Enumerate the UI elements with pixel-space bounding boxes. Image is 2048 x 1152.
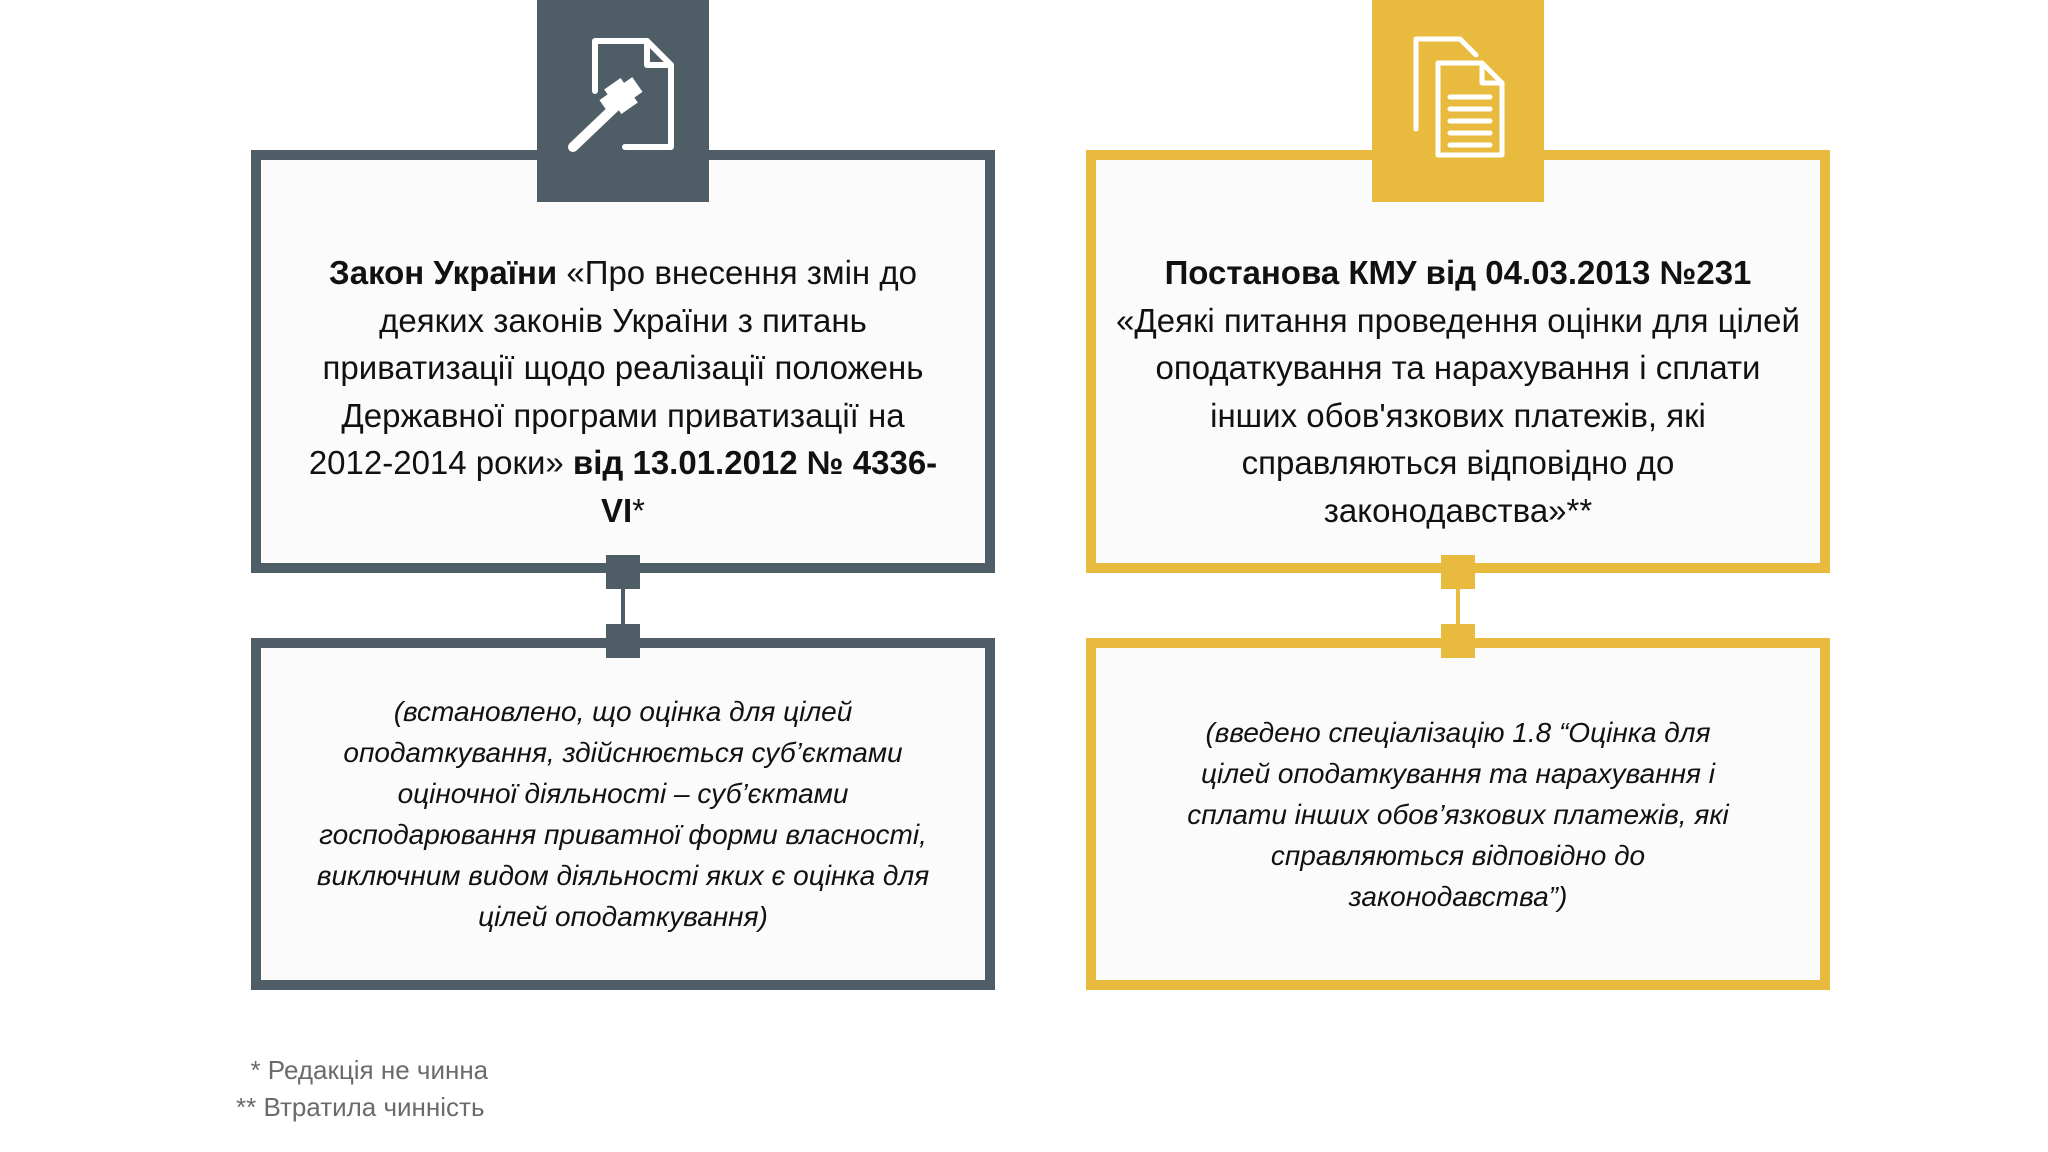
footnotes: [236, 1052, 488, 1126]
footnote-not-in-force: * Редакція не чинна: [236, 1055, 489, 1085]
law-note-box: [251, 638, 995, 990]
law-title-footnote-mark: *: [632, 491, 646, 529]
law-column: [251, 0, 995, 1000]
connector-square-bottom: [606, 624, 640, 658]
connector-square-top: [606, 555, 640, 589]
resolution-title-bold: Постанова КМУ від 04.03.2013 №231: [1164, 254, 1752, 291]
gavel-document-icon: [567, 35, 679, 159]
connector-line: [621, 589, 625, 625]
law-title-bold: Закон України: [329, 254, 558, 291]
law-title-box: [251, 150, 995, 573]
law-title-date: від 13.01.2012 № 4336-VI: [572, 444, 938, 529]
resolution-title: [1113, 249, 1803, 534]
law-title-regular: «Про внесення змін до деяких законів України з питань приватизації щодо реалізації положень Державної програми приватизації на 2012-2014 роки»: [308, 254, 924, 481]
documents-icon: [1402, 35, 1514, 159]
law-title: [303, 249, 943, 534]
resolution-title-regular: «Деякі питання проведення оцінки для цілей оподаткування та нарахування і сплати інших обов'язкових платежів, які справляються відповідно до законодавства»**: [1116, 301, 1800, 529]
resolution-note-box: [1086, 638, 1830, 990]
connector-square-top: [1441, 555, 1475, 589]
resolution-column: [1086, 0, 1830, 1000]
connector-line: [1456, 589, 1460, 625]
footnote-lost-force: ** Втратила чинність: [236, 1092, 485, 1122]
resolution-note: (введено спеціалізацію 1.8 “Оцінка для цілей оподаткування та нарахування і сплати інших обов’язкових платежів, які справляються відповідно до законодавства”): [1187, 716, 1729, 912]
resolution-title-box: [1086, 150, 1830, 573]
resolution-icon-tab: [1372, 0, 1544, 202]
connector-square-bottom: [1441, 624, 1475, 658]
law-icon-tab: [537, 0, 709, 202]
law-note: (встановлено, що оцінка для цілей оподаткування, здійснюється суб’єктами оціночної діяльності – суб’єктами господарювання приватної форми власності, виключним видом діяльності яких є оцінка для цілей оподаткування): [316, 696, 930, 932]
